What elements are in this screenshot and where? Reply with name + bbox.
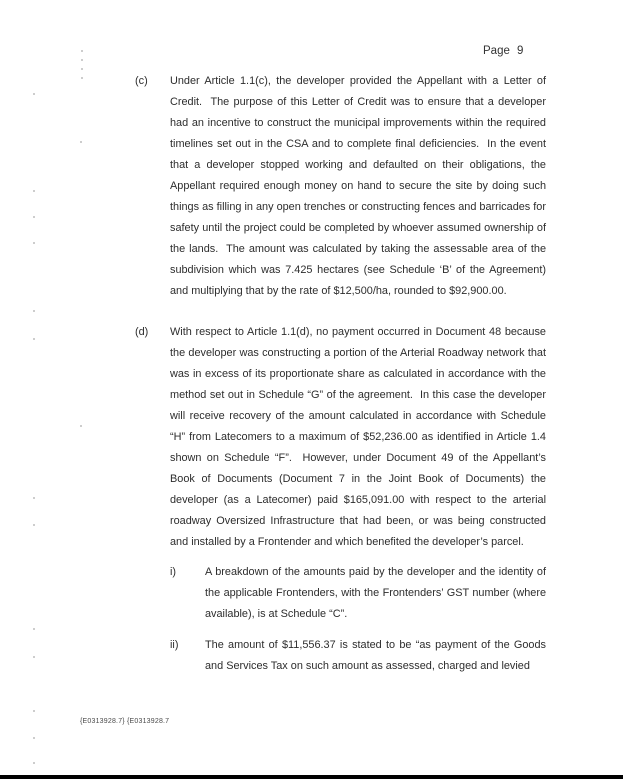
scan-artifact-dot <box>33 93 35 95</box>
paragraph-d-text: With respect to Article 1.1(d), no payment occurred in Document 48 because the developer was constructing a portion of the Arterial Roadway network that was in excess of its proportionate share as calculated in accordance with the method set out in Schedule “G” of the agreement. In this case the developer will receive recovery of the amount calculated in accordance with Schedule “H” from Latecomers to a maximum of $52,236.00 as identified in Article 1.4 shown on Schedule “F”. However, under Document 49 of the Appellant’s Book of Documents (Document 7 in the Joint Book of Documents) the developer (as a Latecomer) paid $165,091.00 with respect to the arterial roadway Oversized Infrastructure that had been, or was being constructed and installed by a Frontender and which benefited the developer’s parcel. <box>170 326 550 548</box>
scan-bottom-edge <box>0 775 623 779</box>
paragraph-c <box>135 71 550 302</box>
subitem-ii <box>170 635 550 677</box>
scan-artifact-dot <box>33 338 35 340</box>
scan-artifact-dot <box>80 141 82 143</box>
scan-artifact-dot <box>33 656 35 658</box>
scan-artifact-dot <box>33 310 35 312</box>
scan-artifact-dot <box>33 190 35 192</box>
subitem-i-label: i) <box>170 566 177 578</box>
scan-artifact-dot <box>81 59 83 61</box>
scan-artifact-dot <box>33 628 35 630</box>
subitem-ii-text: The amount of $11,556.37 is stated to be “as payment of the Goods and Services Tax on such amount as assessed, charged and levied <box>205 639 550 672</box>
scan-artifact-dot <box>33 737 35 739</box>
scan-artifact-dot <box>33 762 35 764</box>
subitem-i-text: A breakdown of the amounts paid by the developer and the identity of the applicable Frontenders, with the Frontenders’ GST number (where available), is at Schedule “C”. <box>205 566 550 620</box>
subitem-i <box>170 562 550 625</box>
subitem-list <box>170 562 550 677</box>
scan-artifact-dot <box>33 497 35 499</box>
page-number: Page 9 <box>483 45 524 57</box>
scan-artifact-dot <box>81 68 83 70</box>
scan-artifact-dot <box>33 242 35 244</box>
scan-artifact-dot <box>33 524 35 526</box>
paragraph-d-label: (d) <box>135 326 149 338</box>
paragraph-d <box>135 322 550 553</box>
scan-artifact-dot <box>33 710 35 712</box>
scan-artifact-dot <box>33 216 35 218</box>
scan-artifact-dot <box>80 425 82 427</box>
document-body <box>135 71 550 687</box>
scan-artifact-dot <box>81 77 83 79</box>
paragraph-c-label: (c) <box>135 75 148 87</box>
scan-artifact-dot <box>81 50 83 52</box>
paragraph-c-text: Under Article 1.1(c), the developer provided the Appellant with a Letter of Credit. The purpose of this Letter of Credit was to ensure that a developer had an incentive to construct the municipal improvements within the required timelines set out in the CSA and to complete final deficiencies. In the event that a developer stopped working and defaulted on their obligations, the Appellant required enough money on hand to secure the site by doing such things as filling in any open trenches or constructing fences and barricades for safety until the project could be completed by whoever assumed ownership of the lands. The amount was calculated by taking the assessable area of the subdivision which was 7.425 hectares (see Schedule ‘B’ of the Agreement) and multiplying that by the rate of $12,500/ha, rounded to $92,900.00. <box>170 75 550 297</box>
document-id-footer: {E0313928.7} {E0313928.7 <box>80 718 170 725</box>
subitem-ii-label: ii) <box>170 639 179 651</box>
